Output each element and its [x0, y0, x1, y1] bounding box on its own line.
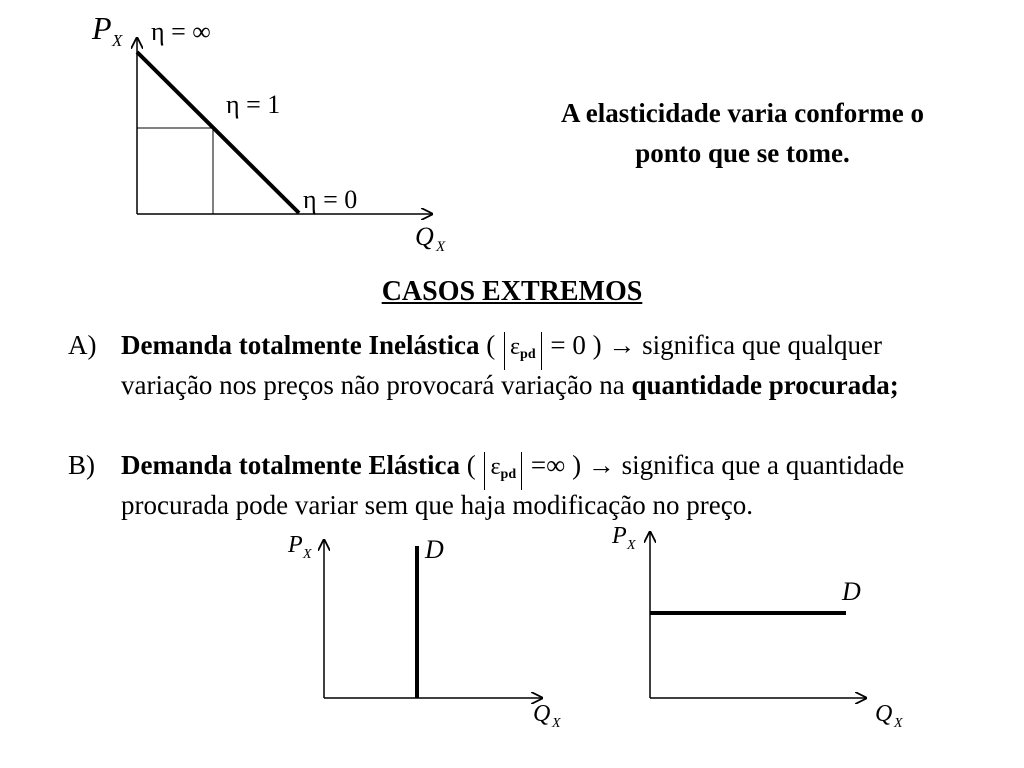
case-a-close-paren: ): [592, 330, 602, 360]
elastic-y-axis-subscript: X: [627, 538, 636, 553]
inelastic-y-axis-label: P: [288, 532, 303, 558]
top-demand-graph: [91, 10, 446, 255]
inelastic-y-axis-subscript: X: [303, 547, 312, 562]
elastic-x-axis-subscript: X: [894, 716, 903, 731]
case-a-elasticity-abs: [504, 332, 542, 370]
case-a-epsilon: ε: [509, 334, 521, 360]
case-a: [68, 330, 953, 401]
eta-infinity-label: η = ∞: [151, 17, 211, 46]
case-b-close-paren: ): [572, 450, 582, 480]
case-b-description: significa que a quantidade procurada pode variar sem que haja modificação no preço.: [121, 450, 905, 520]
elastic-demand-graph: [611, 523, 903, 731]
case-a-bold-tail: quantidade procurada;: [631, 370, 899, 400]
case-a-open-paren: (: [486, 330, 496, 360]
top-y-axis-label: P: [92, 10, 112, 46]
inelastic-x-axis-label: Q: [533, 701, 551, 727]
case-a-equals-value: = 0: [550, 330, 586, 360]
case-b-body: [121, 450, 953, 521]
case-b-epsilon: ε: [490, 454, 501, 480]
case-a-marker: A): [68, 330, 97, 360]
case-a-arrow-icon: →: [608, 330, 636, 360]
elasticity-note: A elasticidade varia conforme o ponto que se tome.: [561, 98, 924, 168]
case-b-arrow-icon: →: [587, 450, 615, 480]
case-a-title: Demanda totalmente Inelástica: [121, 330, 480, 360]
inelastic-demand-graph: [287, 532, 561, 731]
eta-zero-label: η = 0: [303, 185, 358, 214]
case-b-epsilon-sub: pd: [500, 467, 517, 482]
case-b-elasticity-abs: [484, 452, 522, 490]
top-x-axis-subscript: X: [436, 239, 446, 255]
section-heading-text: CASOS EXTREMOS: [381, 276, 643, 307]
eta-one-label: η = 1: [226, 90, 281, 119]
case-b-title: Demanda totalmente Elástica: [121, 450, 460, 480]
elastic-x-axis-label: Q: [875, 701, 893, 727]
case-b-open-paren: (: [466, 450, 476, 480]
section-heading: [0, 276, 1024, 308]
elastic-curve-label: D: [842, 577, 861, 606]
case-b: [68, 450, 953, 521]
top-x-axis-label: Q: [415, 222, 434, 251]
inelastic-x-axis-subscript: X: [552, 716, 561, 731]
top-y-axis-subscript: X: [112, 31, 123, 50]
inelastic-curve-label: D: [425, 535, 444, 564]
elastic-y-axis-label: P: [612, 523, 627, 549]
case-a-body: [121, 330, 953, 401]
case-b-equals-value: =∞: [530, 450, 566, 480]
case-a-epsilon-sub: pd: [520, 347, 536, 362]
top-demand-line: [137, 52, 299, 213]
case-a-description: significa que qualquer variação nos preços não provocará variação na: [121, 330, 883, 400]
case-b-marker: B): [68, 450, 95, 480]
